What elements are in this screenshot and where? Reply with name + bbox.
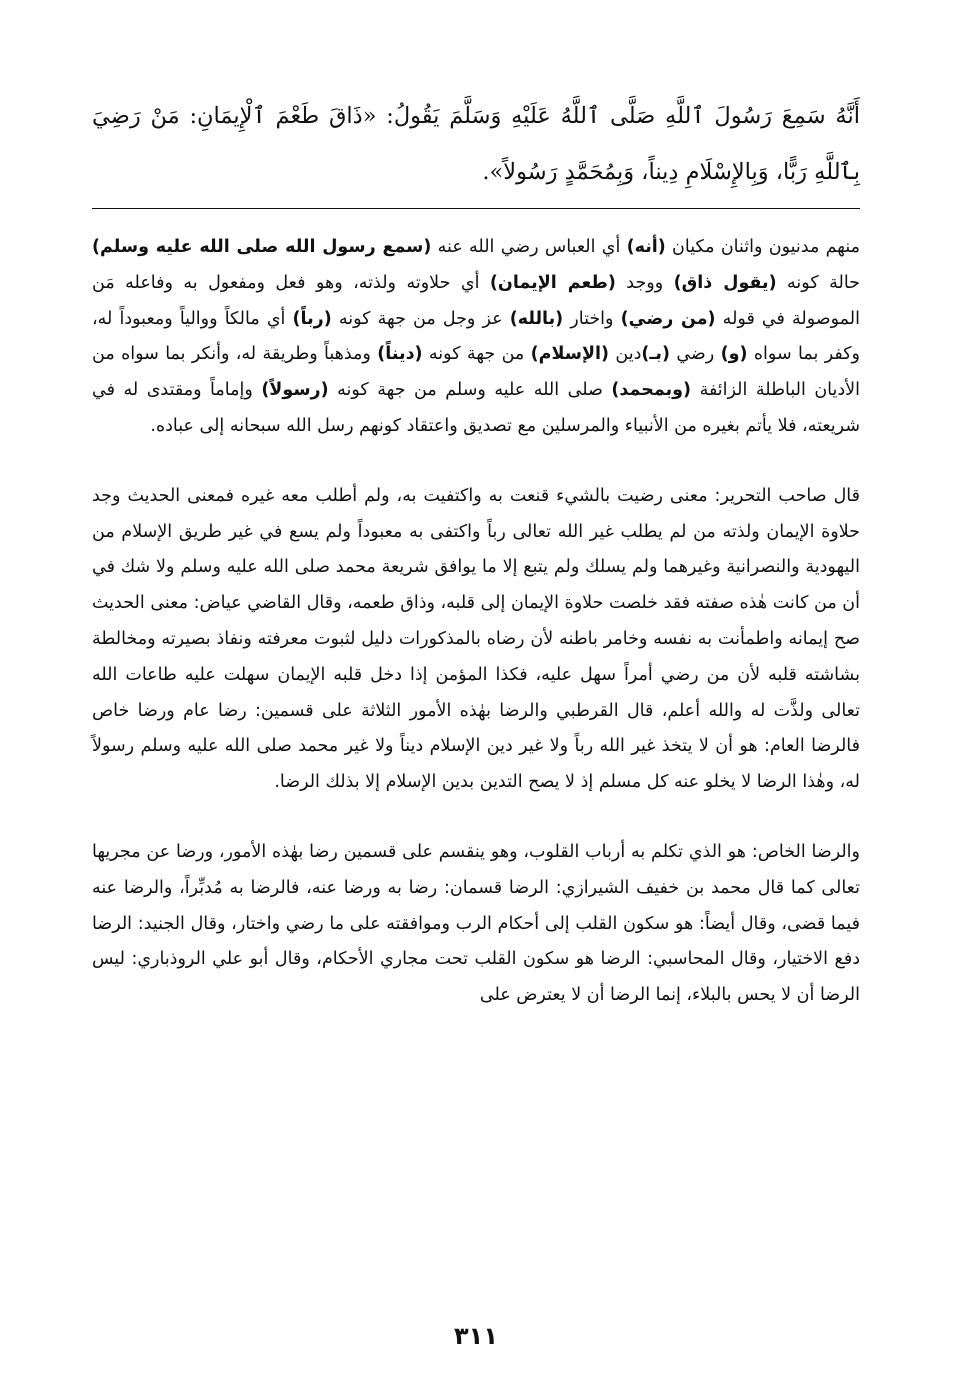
footnote-divider [92,208,860,209]
commentary-text: عز وجل من جهة كونه [331,308,510,329]
commentary-text: حالة كونه [776,272,861,293]
hadith-text: أَنَّهُ سَمِعَ رَسُولَ ٱللَّهِ صَلَّى ٱللَّهُ عَلَيْهِ وَسَلَّمَ يَقُولُ: «ذَاقَ طَعْمَ ٱلْإِيمَانِ: مَنْ رَضِيَ بِٱللَّهِ رَبًّا، وَبِالإِسْلَامِ دِيناً، وَبِمُحَمَّدٍ رَسُولاً». [92,103,860,185]
keyword-and: (و) [720,344,748,365]
keyword-lord: (رباً) [292,308,332,329]
commentary-paragraph-2: قال صاحب التحرير: معنى رضيت بالشيء قنعت به واكتفيت به، ولم أطلب معه غيره فمعنى الحديث وجد حلاوة الإيمان ولذته من لم يطلب غير الله تعالى رباً واكتفى به معبوداً ولم يسع في غير طريق الإسلام من اليهودية والنصرانية وغيرهما ولم يسلك ولم يتبع إلا ما يوافق شريعة محمد صلى الله عليه وسلم ولا شك في أن من كانت هٰذه صفته فقد خلصت حلاوة الإيمان إلى قلبه، وذاق طعمه، وقال القاضي عياض: معنى الحديث صح إيمانه واطمأنت به نفسه وخامر باطنه لأن رضاه بالمذكورات دليل لثبوت معرفته ونفاذ بصيرته ومخالطة بشاشته قلبه لأن من رضي أمراً سهل عليه، فكذا المؤمن إذا دخل قلبه الإيمان سهلت عليه طاعات الله تعالى ولذَّت له والله أعلم، قال القرطبي والرضا بهٰذه الأمور الثلاثة على قسمين: رضا عام ورضا خاص فالرضا العام: هو أن لا يتخذ غير الله رباً ولا غير دين الإسلام ديناً ولا غير محمد صلى الله عليه وسلم رسولاً له، وهٰذا الرضا لا يخلو عنه كل مسلم إذ لا يصح التدين بدين الإسلام إلا بذلك الرضا. [92,485,860,793]
keyword-islam: (الإسلام) [530,344,610,365]
keyword-anna: (أنه) [626,237,666,257]
commentary-text: دين [609,344,642,365]
commentary-text: من جهة كونه [422,344,531,365]
keyword-messenger: (رسولاً) [261,380,329,401]
commentary-text: أي حلاوته ولذته، وهو فعل ومفعول به وفاعله مَن الموصولة في قوله [92,272,860,329]
commentary-section [92,230,860,1014]
keyword-with-allah: (بالله) [509,308,564,329]
commentary-text: رضي [669,344,721,365]
commentary-text: منهم مدنيون واثنان مكيان [665,237,861,257]
commentary-text: وإماماً ومقتدى له في شريعته، فلا يأتم بغيره من الأنبياء والمرسلين مع تصديق واعتقاد كونهم رسل الله سبحانه إلى عباده. [92,380,860,436]
commentary-text: واختار [563,308,621,329]
keyword-and-muhammad: (وبمحمد) [611,380,692,401]
keyword-heard-messenger: (سمع رسول الله صلى الله عليه وسلم) [92,237,432,257]
commentary-text: ومذهباً وطريقة له، وأنكر بما سواه من الأديان الباطلة الزائفة [92,344,861,401]
keyword-who-is-pleased: (من رضي) [620,308,716,329]
commentary-text: صلى الله عليه وسلم من جهة كونه [328,380,612,401]
commentary-paragraph-3: والرضا الخاص: هو الذي تكلم به أرباب القلوب، وهو ينقسم على قسمين رضا بهٰذه الأمور، ورضا عن مجريها تعالى كما قال محمد بن خفيف الشيرازي: الرضا قسمان: رضا به ورضا عنه، فالرضا به مُدبِّراً، والرضا عنه فيما قضى، وقال أيضاً: هو سكون القلب إلى أحكام الرب وموافقته على ما رضي واختار، وقال الجنيد: الرضا دفع الاختيار، وقال المحاسبي: الرضا هو سكون القلب تحت مجاري الأحكام، وقال أبو علي الروذباري: ليس الرضا أن لا يحس بالبلاء، إنما الرضا أن لا يعترض على [92,841,860,1006]
commentary-text: أي مالكاً ووالياً ومعبوداً له، وكفر بما سواه [92,308,860,365]
keyword-says-tasted: (يقول ذاق) [673,272,777,293]
book-page [92,88,860,1385]
commentary-paragraph-1 [92,230,860,445]
commentary-text: أي العباس رضي الله عنه [431,237,627,257]
keyword-religion: (ديناً) [377,344,423,365]
page-number: ٣١١ [454,1322,498,1350]
keyword-with: (بـ) [641,344,670,365]
commentary-text: ووجد [615,272,674,293]
keyword-taste-of-faith: (طعم الإيمان) [489,272,616,293]
